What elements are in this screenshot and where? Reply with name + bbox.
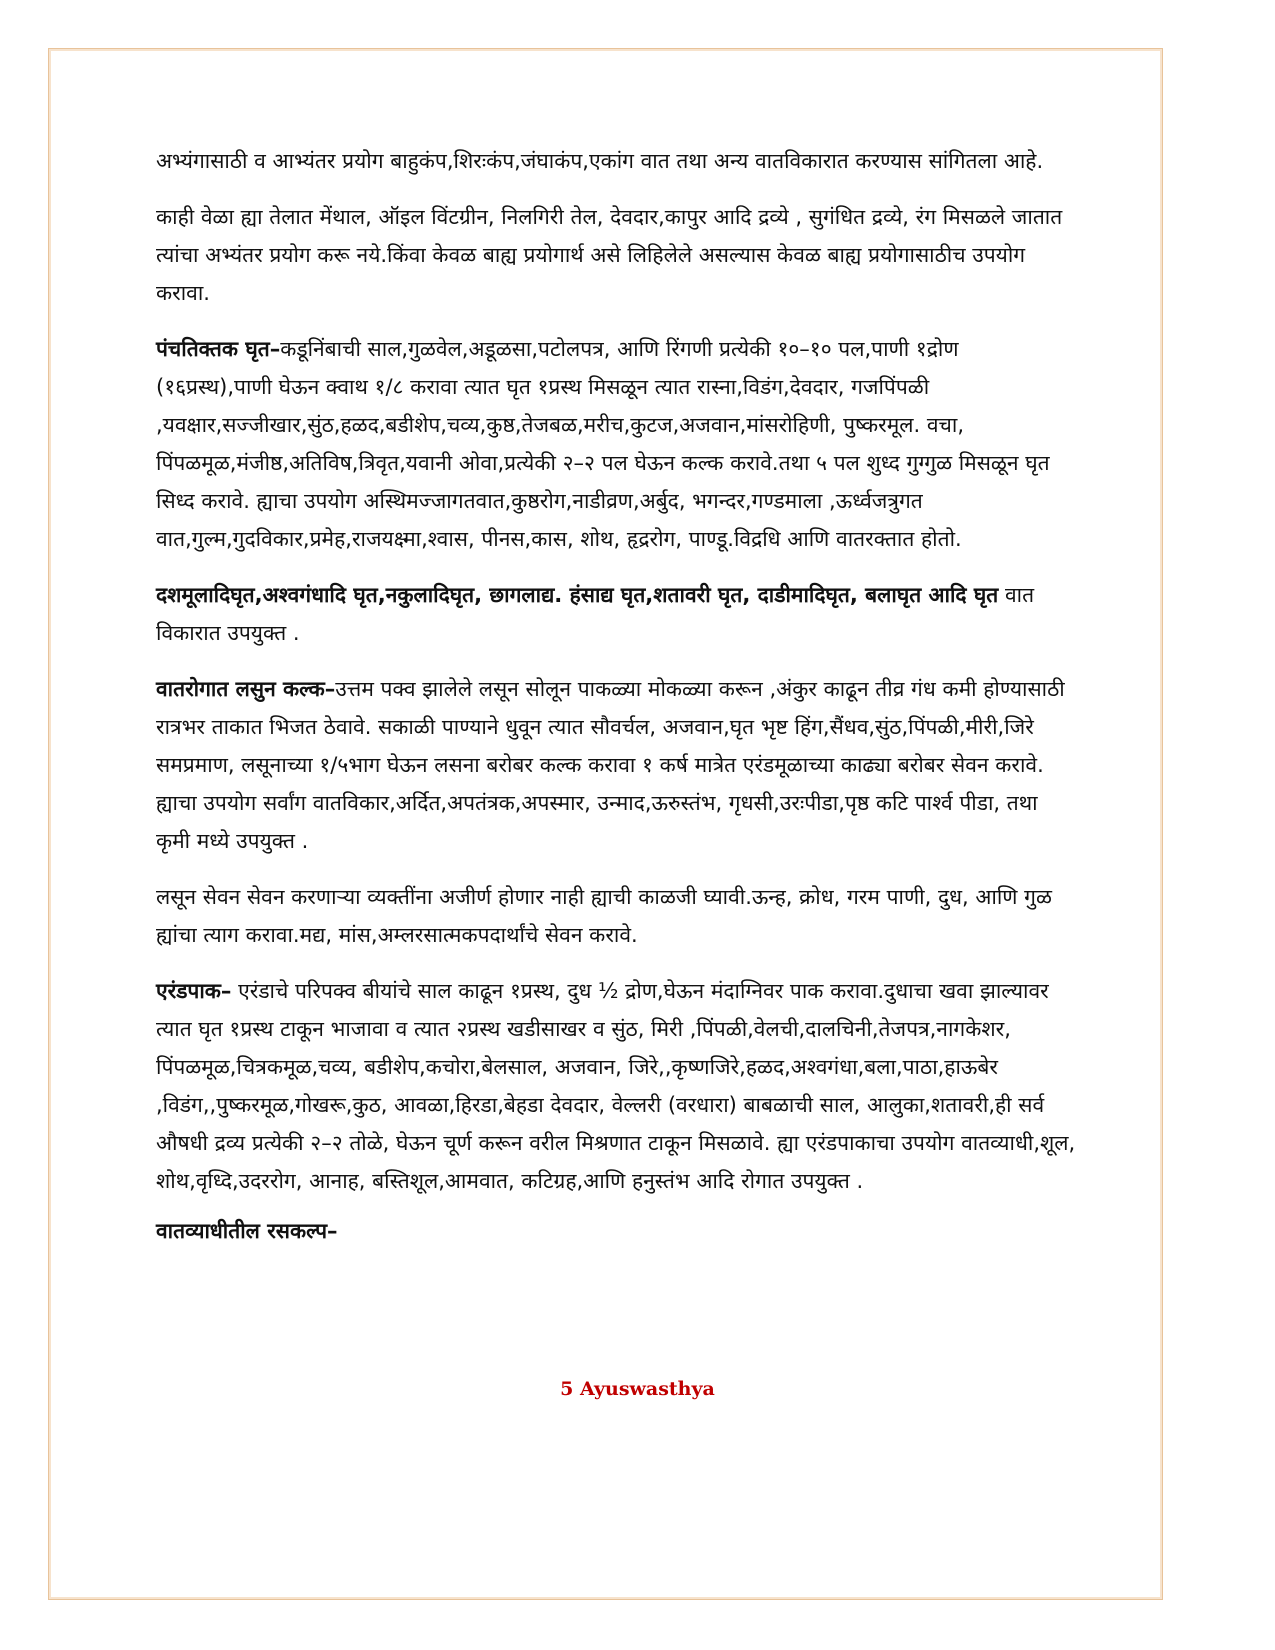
- paragraph-lasun-kalka: [156, 670, 1076, 860]
- paragraph-oil-additives: [156, 198, 1076, 312]
- paragraph-text: अभ्यंगासाठी व आभ्यंतर प्रयोग बाहुकंप,शिरःकंप,जंघाकंप,एकांग वात तथा अन्य वातविकारात करण्यास सांगितला आहे.: [156, 149, 1044, 173]
- paragraph-panchatiktak-ghrut: [156, 330, 1076, 558]
- section-heading: पंचतिक्तक घृत–: [156, 337, 281, 361]
- paragraph-text: एरंडाचे परिपक्व बीयांचे साल काढून १प्रस्थ, दुध ½ द्रोण,घेऊन मंदाग्निवर पाक करावा.दुधाचा खवा झाल्यावर त्यात घृत १प्रस्थ टाकून भाजावा व त्यात २प्रस्थ खडीसाखर व सुंठ, मिरी ,पिंपळी,वेलची,दालचिनी,तेजपत्र,नागकेशर, पिंपळमूळ,चित्रकमूळ,चव्य, बडीशेप,कचोरा,बेलसाल, अजवान, जिरे,,कृष्णजिरे,हळद,अश्वगंधा,बला,पाठा,हाऊबेर ,विडंग,,पुष्करमूळ,गोखरू,कुठ, आवळा,हिरडा,बेहडा देवदार, वेल्लरी (वरधारा) बाबळाची साल, आलुका,शतावरी,ही सर्व औषधी द्रव्य प्रत्येकी २–२ तोळे, घेऊन चूर्ण करून वरील मिश्रणात टाकून मिसळावे. ह्या एरंडपाकाचा उपयोग वातव्याधी,शूल, शोथ,वृध्दि,उदररोग, आनाह, बस्तिशूल,आमवात, कटिग्रह,आणि हनुस्तंभ आदि रोगात उपयुक्त .: [156, 979, 1076, 1193]
- section-heading: वातव्याधीतील रसकल्प–: [156, 1219, 338, 1243]
- paragraph-abhyanga: [156, 142, 1076, 180]
- footer-brand: Ayuswasthya: [580, 1378, 715, 1400]
- page-number: 5: [560, 1378, 574, 1400]
- paragraph-text: कडूनिंबाची साल,गुळवेल,अडूळसा,पटोलपत्र, आणि रिंगणी प्रत्येकी १०–१० पल,पाणी १द्रोण (१६प्रस्थ),पाणी घेऊन क्वाथ १/८ करावा त्यात घृत १प्रस्थ मिसळून त्यात रास्ना,विडंग,देवदार, गजपिंपळी ,यवक्षार,सज्जीखार,सुंठ,हळद,बडीशेप,चव्य,कुष्ठ,तेजबळ,मरीच,कुटज,अजवान,मांसरोहिणी, पुष्करमूल. वचा, पिंपळमूळ,मंजीष्ठ,अतिविष,त्रिवृत,यवानी ओवा,प्रत्येकी २–२ पल घेऊन कल्क करावे.तथा ५ पल शुध्द गुग्गुळ मिसळून घृत सिध्द करावे. ह्याचा उपयोग अस्थिमज्जागतवात,कुष्ठरोग,नाडीव्रण,अर्बुद, भगन्दर,गण्डमाला ,ऊर्ध्वजत्रुगत वात,गुल्म,गुदविकार,प्रमेह,राजयक्ष्मा,श्वास, पीनस,कास, शोथ, हृद्ररोग, पाण्डू.विद्रधि आणि वातरक्तात होतो.: [156, 337, 1050, 551]
- paragraph-text: लसून सेवन सेवन करणाऱ्या व्यक्तींना अजीर्ण होणार नाही ह्याची काळजी घ्यावी.ऊन्ह, क्रोध, गरम पाणी, दुध, आणि गुळ ह्यांचा त्याग करावा.मद्य, मांस,अम्लरसात्मकपदार्थांचे सेवन करावे.: [156, 885, 1052, 947]
- paragraph-lasun-precautions: [156, 878, 1076, 954]
- section-heading: वातरोगात लसुन कल्क–: [156, 677, 336, 701]
- paragraph-ghrut-list: [156, 576, 1076, 652]
- section-heading: दशमूलादिघृत,अश्वगंधादि घृत,नकुलादिघृत, छागलाद्य. हंसाद्य घृत,शतावरी घृत, दाडीमादिघृत, बलाघृत आदि घृत: [156, 583, 999, 607]
- page-footer: [0, 1378, 1275, 1400]
- document-body: [156, 142, 1076, 1268]
- paragraph-text: काही वेळा ह्या तेलात मेंथाल, ऑइल विंटग्रीन, निलगिरी तेल, देवदार,कापुर आदि द्रव्ये , सुगंधित द्रव्ये, रंग मिसळले जातात त्यांचा अभ्यंतर प्रयोग करू नये.किंवा केवळ बाह्य प्रयोगार्थ असे लिहिलेले असल्यास केवळ बाह्य प्रयोगासाठीच उपयोग करावा.: [156, 205, 1063, 305]
- paragraph-erandpak: [156, 972, 1076, 1200]
- paragraph-raskalpa-heading: [156, 1212, 1076, 1250]
- paragraph-text: वात विकारात उपयुक्त .: [156, 583, 1035, 645]
- section-heading: एरंडपाक–: [156, 979, 232, 1003]
- paragraph-text: उत्तम पक्व झालेले लसून सोलून पाकळ्या मोकळ्या करून ,अंकुर काढून तीव्र गंध कमी होण्यासाठी रात्रभर ताकात भिजत ठेवावे. सकाळी पाण्याने धुवून त्यात सौवर्चल, अजवान,घृत भृष्ट हिंग,सैंधव,सुंठ,पिंपळी,मीरी,जिरे समप्रमाण, लसूनाच्या १/५भाग घेऊन लसना बरोबर कल्क करावा १ कर्ष मात्रेत एरंडमूळाच्या काढ्या बरोबर सेवन करावे. ह्याचा उपयोग सर्वांग वातविकार,अर्दित,अपतंत्रक,अपस्मार, उन्माद,ऊरुस्तंभ, गृधसी,उरःपीडा,पृष्ठ कटि पार्श्व पीडा, तथा कृमी मध्ये उपयुक्त .: [156, 677, 1065, 853]
